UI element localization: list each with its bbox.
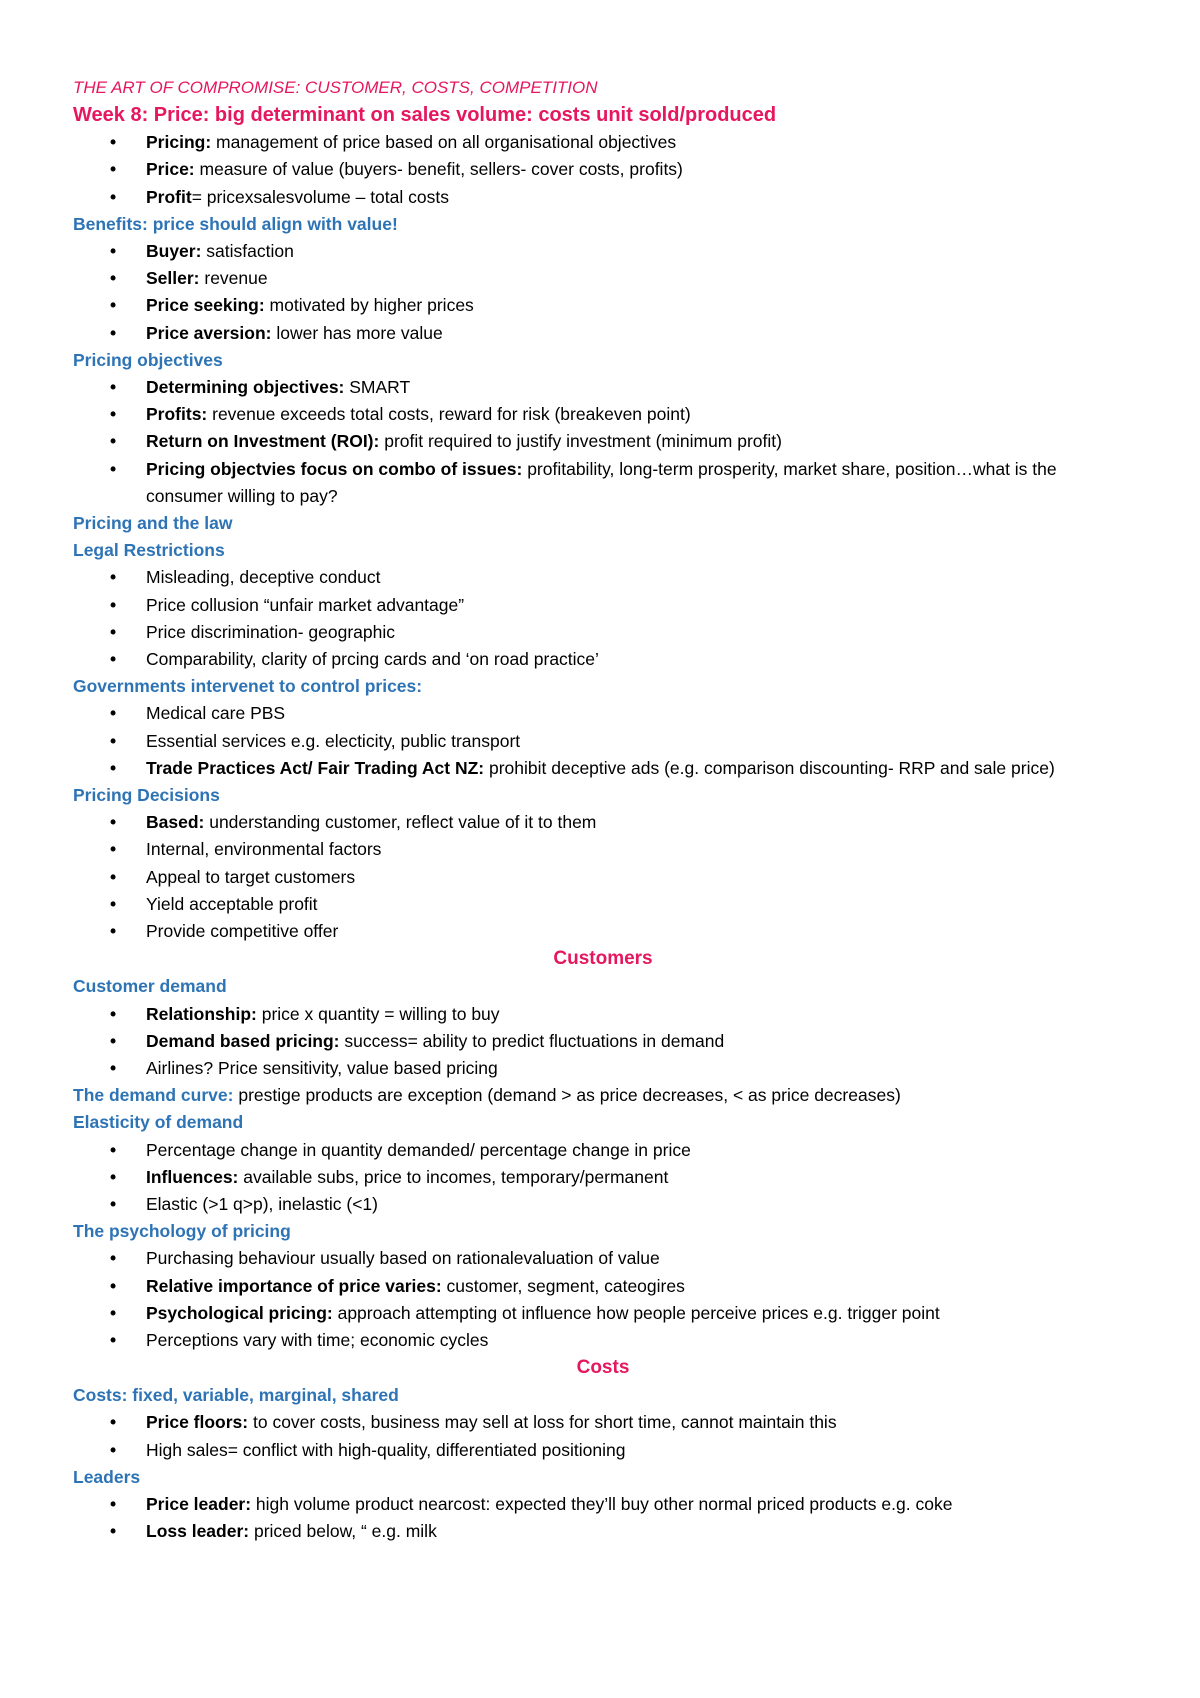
list-item	[73, 428, 1133, 455]
heading-text: Benefits: price should align with value!	[73, 213, 398, 234]
item-term: Pricing:	[146, 132, 212, 153]
item-term: Determining objectives:	[146, 377, 345, 398]
heading-customer-demand	[73, 973, 1133, 1000]
bullet-icon: •	[110, 268, 117, 289]
item-text: = pricexsalesvolume – total costs	[191, 186, 449, 207]
list-item	[73, 864, 1133, 891]
bullet-icon: •	[110, 186, 117, 207]
bullet-icon: •	[110, 159, 117, 180]
item-text: Comparability, clarity of prcing cards and ‘on road practice’	[146, 649, 599, 670]
list-item	[73, 1437, 1133, 1464]
item-text: prohibit deceptive ads (e.g. comparison discounting- RRP and sale price)	[484, 757, 1055, 778]
list-item	[73, 1491, 1133, 1518]
bullet-icon: •	[110, 621, 117, 642]
bullet-icon: •	[110, 322, 117, 343]
list-item	[73, 1055, 1133, 1082]
item-text: Elastic (>1 q>p), inelastic (<1)	[146, 1193, 378, 1214]
item-text: understanding customer, reflect value of it to them	[204, 812, 597, 833]
list-item	[73, 1028, 1133, 1055]
bullet-icon: •	[110, 839, 117, 860]
bullet-icon: •	[110, 431, 117, 452]
bullet-icon: •	[110, 132, 117, 153]
bullet-icon: •	[110, 594, 117, 615]
legal-restrictions-list	[73, 564, 1133, 673]
document-title: THE ART OF COMPROMISE: CUSTOMER, COSTS, COMPETITION	[73, 78, 598, 97]
list-item	[73, 1245, 1133, 1272]
bullet-icon: •	[110, 649, 117, 670]
list-item	[73, 918, 1133, 945]
heading-benefits	[73, 211, 1133, 238]
item-text: high volume product nearcost: expected they’ll buy other normal priced products e.g. coke	[251, 1493, 953, 1514]
item-term: Price leader:	[146, 1493, 252, 1514]
item-text: Internal, environmental factors	[146, 839, 382, 860]
item-text: motivated by higher prices	[264, 295, 474, 316]
item-term: Based:	[146, 812, 205, 833]
item-term: Trade Practices Act/ Fair Trading Act NZ:	[146, 757, 485, 778]
list-item	[73, 238, 1133, 265]
item-text: success= ability to predict fluctuations in demand	[339, 1030, 725, 1051]
psychology-list	[73, 1245, 1133, 1354]
item-text: Essential services e.g. electicity, public transport	[146, 730, 521, 751]
bullet-icon: •	[110, 730, 117, 751]
list-item	[73, 646, 1133, 673]
week-title: Week 8: Price: big determinant on sales volume: costs unit sold/produced	[73, 104, 777, 127]
bullet-icon: •	[110, 866, 117, 887]
list-item	[73, 129, 1133, 156]
customer-demand-list	[73, 1001, 1133, 1083]
item-term: Buyer:	[146, 241, 202, 262]
heading-elasticity	[73, 1109, 1133, 1136]
list-item	[73, 156, 1133, 183]
heading-demand-curve	[73, 1082, 1133, 1109]
bullet-icon: •	[110, 1412, 117, 1433]
list-item	[73, 1300, 1133, 1327]
bullet-icon: •	[110, 567, 117, 588]
item-text: Misleading, deceptive conduct	[146, 567, 381, 588]
item-text: profit required to justify investment (minimum profit)	[379, 431, 782, 452]
item-text: revenue exceeds total costs, reward for risk (breakeven point)	[207, 404, 691, 425]
list-item	[73, 1273, 1133, 1300]
item-text: Yield acceptable profit	[146, 893, 318, 914]
list-item	[73, 1137, 1133, 1164]
item-text: revenue	[199, 268, 268, 289]
list-item	[73, 320, 1133, 347]
item-text: satisfaction	[201, 241, 294, 262]
bullet-icon: •	[110, 1166, 117, 1187]
item-term: Price floors:	[146, 1412, 249, 1433]
list-item	[73, 184, 1133, 211]
item-text: Provide competitive offer	[146, 921, 339, 942]
heading-pricing-decisions	[73, 782, 1133, 809]
list-item	[73, 700, 1133, 727]
heading-pricing-law	[73, 510, 1133, 537]
leaders-list	[73, 1491, 1133, 1545]
list-item	[73, 1001, 1133, 1028]
item-term: Profits:	[146, 404, 208, 425]
item-term: Return on Investment (ROI):	[146, 431, 380, 452]
item-text: priced below, “ e.g. milk	[249, 1521, 437, 1542]
heading-psychology	[73, 1218, 1133, 1245]
item-text: measure of value (buyers- benefit, sellers- cover costs, profits)	[194, 159, 683, 180]
heading-text: Pricing and the law	[73, 513, 233, 534]
item-text: to cover costs, business may sell at loss for short time, cannot maintain this	[248, 1412, 837, 1433]
list-item	[73, 564, 1133, 591]
item-term: Price seeking:	[146, 295, 265, 316]
heading-text: The demand curve:	[73, 1085, 234, 1106]
heading-text: Legal Restrictions	[73, 540, 225, 561]
item-text: Percentage change in quantity demanded/ percentage change in price	[146, 1139, 691, 1160]
heading-pricing-objectives	[73, 347, 1133, 374]
bullet-icon: •	[110, 893, 117, 914]
item-text: Appeal to target customers	[146, 866, 356, 887]
item-term: Profit	[146, 186, 192, 207]
heading-governments	[73, 673, 1133, 700]
heading-text: Pricing objectives	[73, 349, 223, 370]
bullet-icon: •	[110, 921, 117, 942]
list-item	[73, 1409, 1133, 1436]
heading-text: Leaders	[73, 1466, 141, 1487]
list-item	[73, 1164, 1133, 1191]
heading-legal-restrictions	[73, 537, 1133, 564]
item-term: Psychological pricing:	[146, 1302, 333, 1323]
week8-list	[73, 129, 1133, 211]
list-item	[73, 1327, 1133, 1354]
bullet-icon: •	[110, 404, 117, 425]
item-text: profitability, long-term prosperity, market share, position…what is the consumer willing to pay?	[146, 458, 1057, 506]
heading-text: Costs: fixed, variable, marginal, shared	[73, 1385, 399, 1406]
heading-text: Customer demand	[73, 976, 227, 997]
bullet-icon: •	[110, 1193, 117, 1214]
bullet-icon: •	[110, 703, 117, 724]
bullet-icon: •	[110, 757, 117, 778]
item-term: Demand based pricing:	[146, 1030, 340, 1051]
bullet-icon: •	[110, 377, 117, 398]
list-item	[73, 401, 1133, 428]
bullet-icon: •	[110, 295, 117, 316]
item-text: management of price based on all organisational objectives	[211, 132, 677, 153]
section-costs: Costs	[576, 1357, 630, 1379]
heading-costs-types	[73, 1382, 1133, 1409]
heading-leaders	[73, 1464, 1133, 1491]
pricing-objectives-list	[73, 374, 1133, 510]
item-term: Price aversion:	[146, 322, 272, 343]
list-item	[73, 836, 1133, 863]
item-text: price x quantity = willing to buy	[256, 1003, 500, 1024]
list-item	[73, 265, 1133, 292]
heading-text: Elasticity of demand	[73, 1112, 244, 1133]
item-term: Relative importance of price varies:	[146, 1275, 442, 1296]
item-term: Loss leader:	[146, 1521, 250, 1542]
bullet-icon: •	[110, 1275, 117, 1296]
item-text: Perceptions vary with time; economic cycles	[146, 1329, 489, 1350]
item-text: Medical care PBS	[146, 703, 286, 724]
heading-text: Governments intervenet to control prices:	[73, 676, 423, 697]
document-body	[73, 74, 1133, 1545]
bullet-icon: •	[110, 812, 117, 833]
bullet-icon: •	[110, 1302, 117, 1323]
heading-text: Pricing Decisions	[73, 785, 220, 806]
item-text: Airlines? Price sensitivity, value based pricing	[146, 1057, 498, 1078]
costs-list	[73, 1409, 1133, 1463]
item-text: High sales= conflict with high-quality, differentiated positioning	[146, 1439, 626, 1460]
bullet-icon: •	[110, 1521, 117, 1542]
list-item	[73, 809, 1133, 836]
item-text: available subs, price to incomes, temporary/permanent	[238, 1166, 669, 1187]
bullet-icon: •	[110, 1030, 117, 1051]
list-item	[73, 592, 1133, 619]
item-text: lower has more value	[271, 322, 443, 343]
bullet-icon: •	[110, 241, 117, 262]
elasticity-list	[73, 1137, 1133, 1219]
bullet-icon: •	[110, 1139, 117, 1160]
item-text: Price collusion “unfair market advantage”	[146, 594, 465, 615]
list-item	[73, 374, 1133, 401]
item-term: Influences:	[146, 1166, 239, 1187]
item-text: Price discrimination- geographic	[146, 621, 395, 642]
item-term: Price:	[146, 159, 195, 180]
item-text: Purchasing behaviour usually based on rationalevaluation of value	[146, 1248, 660, 1269]
list-item	[73, 755, 1133, 782]
list-item	[73, 292, 1133, 319]
item-term: Seller:	[146, 268, 200, 289]
benefits-list	[73, 238, 1133, 347]
list-item	[73, 728, 1133, 755]
item-term: Relationship:	[146, 1003, 257, 1024]
list-item	[73, 1518, 1133, 1545]
list-item	[73, 891, 1133, 918]
item-text: SMART	[344, 377, 411, 398]
list-item	[73, 1191, 1133, 1218]
list-item	[73, 456, 1133, 510]
bullet-icon: •	[110, 458, 117, 479]
item-text: customer, segment, cateogires	[441, 1275, 685, 1296]
heading-text: The psychology of pricing	[73, 1221, 291, 1242]
list-item	[73, 619, 1133, 646]
bullet-icon: •	[110, 1057, 117, 1078]
governments-list	[73, 700, 1133, 782]
item-term: Pricing objectvies focus on combo of issues:	[146, 458, 523, 479]
bullet-icon: •	[110, 1493, 117, 1514]
pricing-decisions-list	[73, 809, 1133, 945]
bullet-icon: •	[110, 1003, 117, 1024]
heading-rest-text: prestige products are exception (demand > as price decreases, < as price decreases)	[233, 1085, 901, 1106]
bullet-icon: •	[110, 1248, 117, 1269]
bullet-icon: •	[110, 1439, 117, 1460]
item-text: approach attempting ot influence how people perceive prices e.g. trigger point	[332, 1302, 940, 1323]
section-customers: Customers	[553, 948, 653, 970]
bullet-icon: •	[110, 1329, 117, 1350]
